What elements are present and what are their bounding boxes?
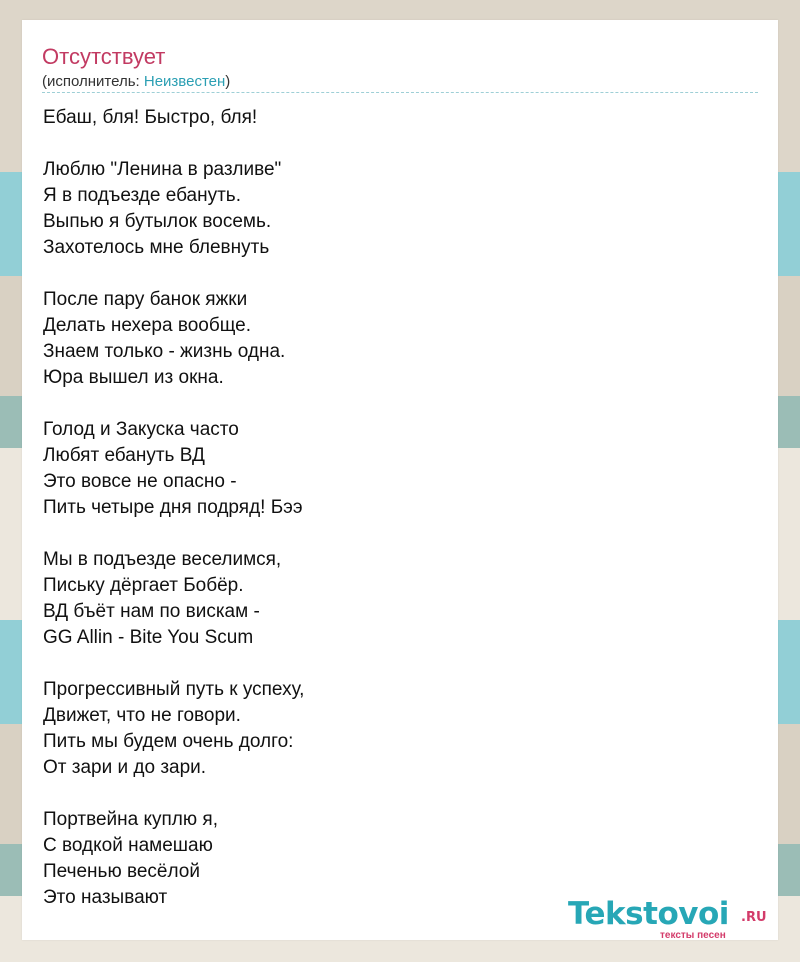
lyrics-line: Мы в подъезде веселимся,: [43, 549, 282, 570]
logo-tagline: тексты песен: [660, 930, 726, 941]
lyrics-card: [22, 20, 778, 940]
lyrics-line: Портвейна куплю я,: [43, 809, 218, 830]
artist-link[interactable]: Неизвестен: [143, 73, 226, 90]
lyrics-line: Пить четыре дня подряд! Бээ: [43, 497, 303, 518]
lyrics-line: Движет, что не говори.: [43, 705, 241, 726]
lyrics-stanza: [43, 287, 743, 391]
lyrics-line: Это вовсе не опасно -: [43, 471, 237, 492]
lyrics-line: Прогрессивный путь к успеху,: [43, 679, 305, 700]
lyrics-line: С водкой намешаю: [43, 835, 213, 856]
lyrics-line: Я в подъезде ебануть.: [43, 185, 241, 206]
lyrics-line: Выпью я бутылок восемь.: [43, 211, 272, 232]
logo-domain: .RU: [741, 910, 767, 925]
lyrics-line: GG Allin - Bite You Scum: [43, 627, 254, 648]
site-logo[interactable]: [568, 896, 778, 942]
artist-suffix: ): [225, 73, 231, 90]
artist-prefix: (исполнитель:: [42, 73, 144, 90]
lyrics-line: Пить мы будем очень долго:: [43, 731, 294, 752]
lyrics-line: Делать нехера вообще.: [43, 315, 251, 336]
logo-wordmark: Tekstovoi: [568, 896, 729, 932]
lyrics-line: Люблю "Ленина в разливе": [43, 159, 282, 180]
lyrics-line: Письку дёргает Бобёр.: [43, 575, 244, 596]
lyrics-line: Печенью весёлой: [43, 861, 200, 882]
lyrics-line: ВД бъёт нам по вискам -: [43, 601, 260, 622]
lyrics-line: Это называют: [43, 887, 168, 908]
lyrics-line: Ебаш, бля! Быстро, бля!: [43, 107, 258, 128]
lyrics-line: Захотелось мне блевнуть: [43, 237, 270, 258]
lyrics-line: Юра вышел из окна.: [43, 367, 224, 388]
lyrics-line: Голод и Закуска часто: [43, 419, 239, 440]
lyrics-line: После пару банок яжки: [43, 289, 248, 310]
artist-line: [42, 73, 230, 90]
lyrics-stanza: [43, 417, 743, 521]
lyrics-stanza: [43, 157, 743, 261]
lyrics-stanza: [43, 677, 743, 781]
lyrics-stanza: [43, 547, 743, 651]
lyrics-line: От зари и до зари.: [43, 757, 207, 778]
song-title: Отсутствует: [42, 44, 166, 69]
lyrics-line: Любят ебануть ВД: [43, 445, 205, 466]
title-divider: [42, 92, 758, 93]
lyrics-line: Знаем только - жизнь одна.: [43, 341, 286, 362]
lyrics-stanza: [43, 105, 743, 131]
lyrics-body: [43, 105, 743, 937]
